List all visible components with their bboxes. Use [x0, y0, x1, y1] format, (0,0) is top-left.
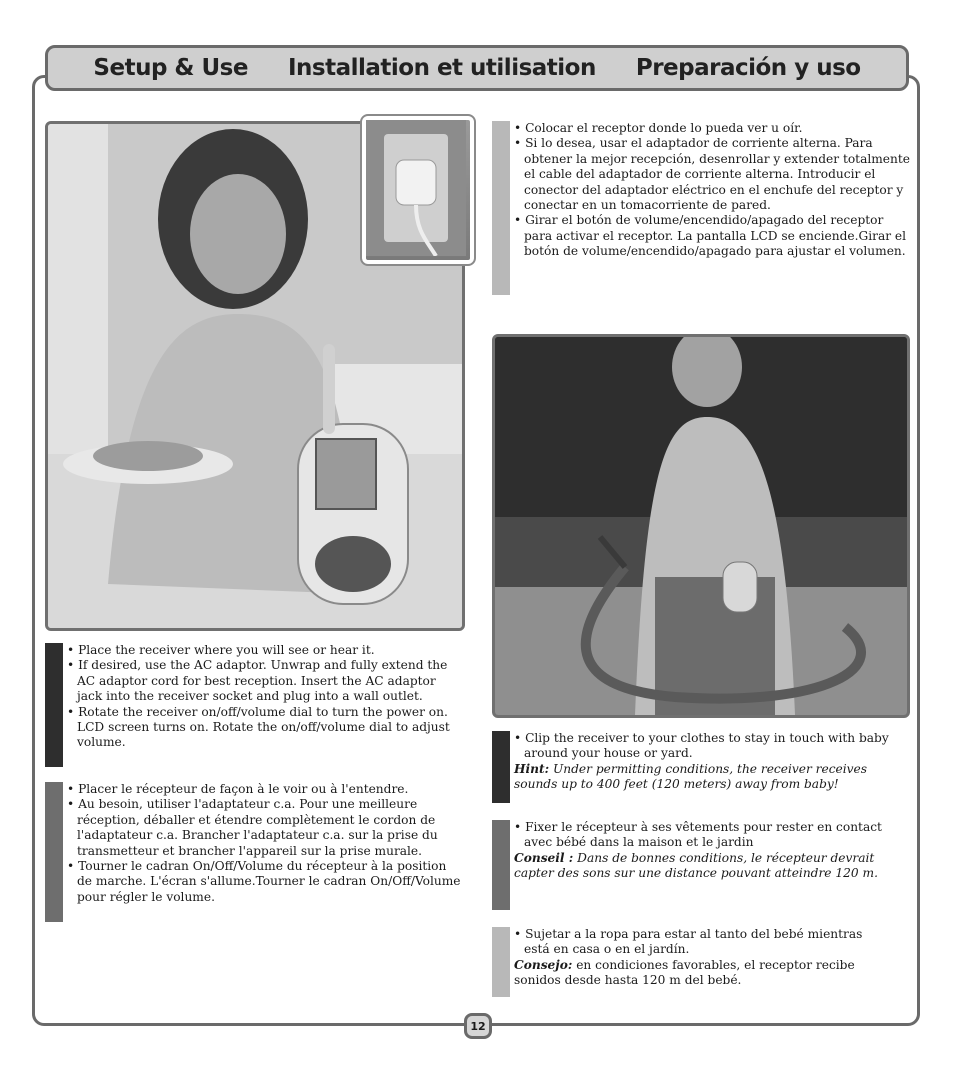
spanish-setup-item-2: • Si lo desea, usar el adaptador de corriente alterna. Para obtener la mejor recepción, desenrollar y extender totalmente el cable del adaptador de corriente alterna. Introducir el conector del adaptador eléctrico en el enchufe del receptor y conectar en un tomacorriente de pared.	[514, 136, 910, 213]
english-clip-block	[492, 731, 912, 803]
spanish-hint-text: en condiciones favorables, el receptor recibe sonidos desde hasta 120 m del bebé.	[514, 957, 855, 988]
english-setup-block	[45, 643, 463, 767]
photo-wall-outlet-inset	[362, 116, 474, 264]
english-setup-item-1: • Place the receiver where you will see or hear it.	[67, 643, 375, 657]
english-clip-item: • Clip the receiver to your clothes to stay in touch with baby around your house or yard.	[514, 731, 889, 761]
page-header	[45, 45, 909, 91]
french-hint-term: Conseil :	[514, 850, 574, 865]
spanish-hint-term: Consejo:	[514, 957, 573, 972]
spanish-setup-item-3: • Girar el botón de volume/encendido/apagado del receptor para activar el receptor. La pantalla LCD se enciende.Girar el botón de volume/encendido/apagado para ajustar el volumen.	[514, 213, 907, 259]
page-number: 12	[464, 1013, 492, 1039]
french-hint-text: Dans de bonnes conditions, le récepteur devrait capter des sons sur une distance pouvant atteindre 120 m.	[514, 850, 878, 881]
french-clip-bar	[492, 820, 510, 910]
french-section-bar	[45, 782, 63, 922]
spanish-setup-item-1: • Colocar el receptor donde lo pueda ver u oír.	[514, 121, 803, 135]
english-setup-item-2: • If desired, use the AC adaptor. Unwrap and fully extend the AC adaptor cord for best reception. Insert the AC adaptor jack into the receiver socket and plug into a wall outlet.	[67, 658, 448, 704]
french-setup-item-2: • Au besoin, utiliser l'adaptateur c.a. Pour une meilleure réception, déballer et étendre complètement le cordon de l'adaptateur c.a. Brancher l'adaptateur c.a. sur la prise du transmetteur et brancher l'appareil sur la prise murale.	[67, 797, 438, 858]
english-hint-term: Hint:	[514, 761, 550, 776]
french-clip-block	[492, 820, 912, 910]
french-setup-item-3: • Tourner le cadran On/Off/Volume du récepteur à la position de marche. L'écran s'allume.Tourner le cadran On/Off/Volume pour régler le volume.	[67, 859, 461, 904]
spanish-section-bar	[492, 121, 510, 295]
spanish-clip-bar	[492, 927, 510, 997]
header-title-fr: Installation et utilisation	[287, 55, 596, 81]
english-setup-item-3: • Rotate the receiver on/off/volume dial to turn the power on. LCD screen turns on. Rotate the on/off/volume dial to adjust volume.	[67, 704, 450, 750]
wall-outlet-illustration	[366, 120, 466, 256]
photo-man-illustration	[495, 337, 907, 715]
header-title-en: Setup & Use	[93, 55, 248, 81]
french-setup-item-1: • Placer le récepteur de façon à le voir ou à l'entendre.	[67, 782, 409, 796]
english-section-bar	[45, 643, 63, 767]
english-hint-text: Under permitting conditions, the receiver receives sounds up to 400 feet (120 meters) away from baby!	[514, 761, 867, 792]
spanish-setup-block	[492, 121, 912, 295]
photo-man-with-hose	[492, 334, 910, 718]
english-clip-bar	[492, 731, 510, 803]
french-clip-item: • Fixer le récepteur à ses vêtements pour rester en contact avec bébé dans la maison et le jardin	[514, 820, 882, 850]
french-setup-block	[45, 782, 463, 922]
spanish-clip-block	[492, 927, 912, 997]
spanish-clip-item: • Sujetar a la ropa para estar al tanto del bebé mientras está en casa o en el jardín.	[514, 927, 863, 957]
header-title-es: Preparación y uso	[635, 55, 861, 81]
